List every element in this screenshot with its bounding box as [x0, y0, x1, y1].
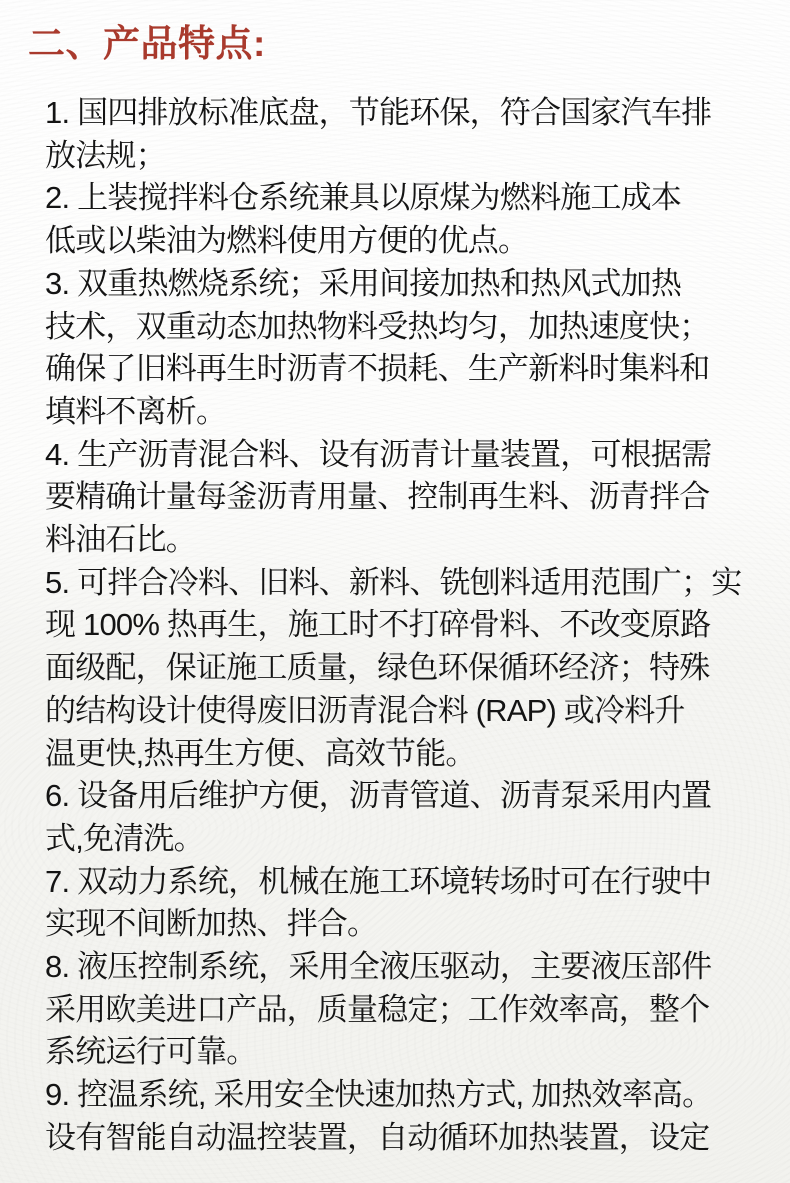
feature-line: 低或以柴油为燃料使用方便的优点。 [45, 223, 529, 259]
feature-line: 系统运行可靠。 [45, 1034, 257, 1070]
feature-line: 式,免清洗。 [45, 820, 204, 856]
feature-line: 6. 设备用后维护方便，沥青管道、沥青泵采用内置 [45, 778, 712, 814]
feature-line: 2. 上装搅拌料仓系统兼具以原煤为燃料施工成本 [45, 180, 682, 216]
feature-line: 的结构设计使得废旧沥青混合料 (RAP) 或冷料升 [45, 692, 685, 728]
feature-line: 放法规； [45, 137, 166, 173]
feature-line: 填料不离析。 [45, 393, 227, 429]
feature-line: 料油石比。 [45, 522, 196, 558]
feature-line: 7. 双动力系统，机械在施工环境转场时可在行驶中 [45, 863, 712, 899]
feature-line: 采用欧美进口产品，质量稳定；工作效率高，整个 [45, 991, 710, 1027]
feature-line: 4. 生产沥青混合料、设有沥青计量装置，可根据需 [45, 436, 712, 472]
feature-line: 要精确计量每釜沥青用量、控制再生料、沥青拌合 [45, 479, 710, 515]
feature-line: 温更快,热再生方便、高效节能。 [45, 735, 476, 771]
feature-line: 8. 液压控制系统，采用全液压驱动，主要液压部件 [45, 949, 712, 985]
feature-line: 3. 双重热燃烧系统；采用间接加热和热风式加热 [45, 265, 682, 301]
feature-line: 确保了旧料再生时沥青不损耗、生产新料时集料和 [45, 351, 710, 387]
feature-line: 1. 国四排放标准底盘，节能环保，符合国家汽车排 [45, 95, 712, 130]
section-title: 二、产品特点: [28, 23, 266, 64]
feature-line: 5. 可拌合冷料、旧料、新料、铣刨料适用范围广；实 [45, 564, 742, 600]
feature-line: 实现不间断加热、拌合。 [45, 906, 378, 942]
feature-list [28, 92, 750, 1160]
feature-line: 现 100% 热再生，施工时不打碎骨料、不改变原路 [45, 607, 711, 643]
feature-line: 面级配，保证施工质量，绿色环保循环经济；特殊 [45, 650, 710, 686]
feature-line: 9. 控温系统, 采用安全快速加热方式, 加热效率高。 [45, 1077, 713, 1113]
feature-line: 设有智能自动温控装置，自动循环加热装置，设定 [45, 1119, 710, 1155]
feature-line: 技术，双重动态加热物料受热均匀，加热速度快； [45, 308, 710, 344]
